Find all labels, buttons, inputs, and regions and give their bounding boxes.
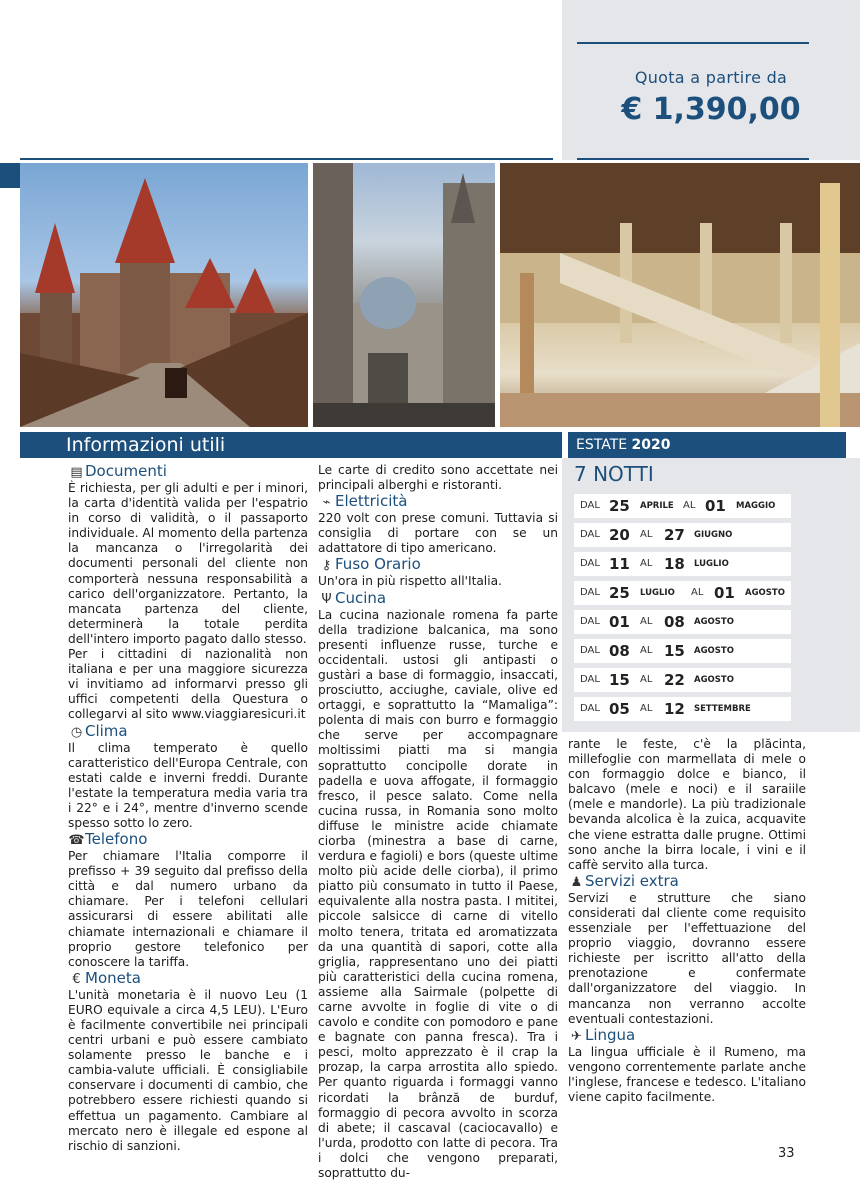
key-icon: ⚷ xyxy=(321,558,332,574)
date-to-day: 27 xyxy=(664,526,685,544)
date-to-month: MAGGIO xyxy=(736,501,776,511)
plug-icon: ⌁ xyxy=(322,495,331,511)
date-to-word: AL xyxy=(640,703,653,714)
euro-icon: € xyxy=(72,971,81,987)
divider xyxy=(20,158,553,160)
date-to-month: GIUGNO xyxy=(694,530,733,540)
date-row xyxy=(574,494,791,518)
divider xyxy=(577,158,809,160)
text-column-1 xyxy=(68,463,308,1154)
date-to-day: 22 xyxy=(664,671,685,689)
nights-title: 7 NOTTI xyxy=(574,462,654,486)
paragraph: Per i cittadini di nazionalità non italiana e per una maggiore sicurezza vi invitiamo ad informarvi presso gli uffici competenti della Questura o collegarvi al sito www.viaggiaresicuri.it xyxy=(68,647,308,722)
date-row xyxy=(574,639,791,663)
date-row xyxy=(574,523,791,547)
date-to-day: 01 xyxy=(705,497,726,515)
staircase-photo xyxy=(500,163,860,427)
paragraph: La cucina nazionale romena fa parte della tradizione balcanica, ma sono presenti influenze russe, turche e occidentali. ustosi gli antipasti o gustàri a base di formaggio, insaccati, prosciutto, acciughe, caviale, olive ed ortaggi, e soprattutto la “Mamaliga”: polenta di mais con burro e formaggio che serve per accompagnare moltissimi piatti ma si mangia soprattutto concipolle dorate in padella e uova affogate, il formaggio fresco, il pesce salato. Come nella cucina russa, in Romania sono molto diffuse le ministre acide chiamate ciorba (minestra a base di carne, verdura e fagioli) e bors (queste ultime molto più acide delle ciorba), il primo piatto più consumato in tutto il Paese, equivalente alla nostra pasta. I mititei, piccole salsicce di carne di vitello molto tenera, tritata ed aromatizzata da una quantità di sapori, cotte alla griglia, rappresentano uno dei piatti più caratteristici della cucina romena, assieme alla Sairmale (polpette di carne avvolte in foglie di vite o di cavolo e condite con pomodoro e pane e bagnate con panna fresca). Tra i pesci, molto apprezzato è il crap la prozap, la carpa arrostita allo spiedo. Per quanto riguarda i formaggi vanno ricordati la brânză de burduf, formaggio di pecora avvolto in scorza di abete; il cascaval (caciocavallo) e l'urda, prodotto con latte di pecora. Tra i dolci che vengono preparati, soprattutto du- xyxy=(318,607,558,1181)
date-from-word: DAL xyxy=(580,500,600,511)
date-to-month: AGOSTO xyxy=(745,588,785,598)
price-label: Quota a partire da xyxy=(634,68,788,87)
date-to-day: 15 xyxy=(664,642,685,660)
date-from-day: 08 xyxy=(609,642,630,660)
telephone-icon: ☎ xyxy=(68,833,85,849)
divider xyxy=(577,42,809,44)
date-from-word: DAL xyxy=(580,674,600,685)
date-from-day: 25 xyxy=(609,497,630,515)
date-from-word: DAL xyxy=(580,587,600,598)
accent-block xyxy=(0,163,20,188)
date-from-day: 25 xyxy=(609,584,630,602)
document-icon: ▤ xyxy=(70,465,83,480)
date-from-word: DAL xyxy=(580,558,600,569)
date-from-month: LUGLIO xyxy=(640,588,675,598)
paragraph: L'unità monetaria è il nuovo Leu (1 EURO equivale a circa 4,5 LEU). L'Euro è facilmente convertibile nei principali centri urbani e può essere cambiato solamente presso le banche e i cambia-valute ufficiali. È consigliabile conservare i documenti di cambio, che potrebbero essere richiesti quando si effettua un pagamento. Cambiare al mercato nero è illegale ed espone al rischio di sanzioni. xyxy=(68,987,308,1153)
date-to-month: AGOSTO xyxy=(694,675,734,685)
date-to-word: AL xyxy=(640,616,653,627)
price-value: € 1,390,00 xyxy=(621,92,801,127)
date-to-word: AL xyxy=(640,558,653,569)
date-from-word: DAL xyxy=(580,529,600,540)
date-row xyxy=(574,552,791,576)
paragraph: 220 volt con prese comuni. Tuttavia si consiglia di portare con se un adattatore di tipo americano. xyxy=(318,511,558,556)
section-heading-cucina: Ψ Cucina xyxy=(318,590,558,608)
date-to-word: AL xyxy=(640,645,653,656)
paragraph: Il clima temperato è quello caratteristico dell'Europa Centrale, con estati calde e inverni freddi. Durante l'estate la temperatura media varia tra i 22° e i 24°, mentre d'inverno scende spesso sotto lo zero. xyxy=(68,740,308,830)
paragraph: Un'ora in più rispetto all'Italia. xyxy=(318,574,502,589)
section-heading-lingua: ✈ Lingua xyxy=(568,1027,806,1045)
text-column-2 xyxy=(318,463,558,1181)
date-from-month: APRILE xyxy=(640,501,674,511)
section-heading-fuso-orario: ⚷ Fuso Orario xyxy=(318,556,558,574)
date-row xyxy=(574,697,791,721)
date-to-day: 18 xyxy=(664,555,685,573)
date-row xyxy=(574,581,791,605)
date-from-day: 20 xyxy=(609,526,630,544)
date-to-day: 01 xyxy=(714,584,735,602)
section-title: Informazioni utili xyxy=(66,434,226,456)
date-from-word: DAL xyxy=(580,645,600,656)
date-to-month: LUGLIO xyxy=(694,559,729,569)
date-to-month: AGOSTO xyxy=(694,646,734,656)
date-to-word: AL xyxy=(683,500,696,511)
people-icon: ♟ xyxy=(570,874,583,890)
date-to-month: SETTEMBRE xyxy=(694,704,751,714)
paragraph: La lingua ufficiale è il Rumeno, ma vengono correntemente parlate anche l'inglese, francese e tedesco. L'italiano viene capito facilmente. xyxy=(568,1044,806,1104)
section-heading-servizi-extra: ♟ Servizi extra xyxy=(568,873,806,891)
text-column-3 xyxy=(568,737,806,1105)
page-number: 33 xyxy=(778,1146,795,1161)
date-from-day: 11 xyxy=(609,555,630,573)
cutlery-icon: Ψ xyxy=(321,591,332,607)
date-to-word: AL xyxy=(640,529,653,540)
clock-icon: ◷ xyxy=(70,724,83,740)
date-from-word: DAL xyxy=(580,703,600,714)
paragraph: Le carte di credito sono accettate nei principali alberghi e ristoranti. xyxy=(318,463,558,493)
date-to-day: 12 xyxy=(664,700,685,718)
paragraph: rante le feste, c'è la plăcinta, millefoglie con marmellata di mele o con formaggio dolce e bianco, il balcavo (mele e noci) e il saraiile (mele e mandorle). La più tradizionale bevanda alcolica è la zuica, acquavite che viene estratta dalle prugne. Ottimi sono anche la birra locale, i vini e il caffè servito alla turca. xyxy=(568,737,806,872)
season-label: ESTATE 2020 xyxy=(576,437,671,453)
section-heading-elettricita: ⌁ Elettricità xyxy=(318,493,558,511)
date-to-word: AL xyxy=(640,674,653,685)
date-from-word: DAL xyxy=(580,616,600,627)
paragraph: Per chiamare l'Italia comporre il prefisso + 39 seguito dal prefisso della città e dal numero urbano da chiamare. Per i telefoni cellulari assicurarsi di essere abilitati alle chiamate internazionali e chiamare il proprio gestore telefonico per conoscere la tariffa. xyxy=(68,849,308,969)
paragraph: È richiesta, per gli adulti e per i minori, la carta d'identità valida per l'espatrio in corso di validità, o il passaporto individuale. Al momento della partenza la mancanza o l'irregolarità dei documenti personali del cliente non comporterà nessuna responsabilità a carico dell'organizzatore. Pertanto, la mancata partenza del cliente, determinerà la totale perdita dell'intero importo pagato dallo stesso. xyxy=(68,481,308,646)
globe-icon: ✈ xyxy=(571,1028,582,1044)
section-heading-telefono: ☎Telefono xyxy=(68,830,148,849)
paragraph: Servizi e strutture che siano considerati dal cliente come requisito essenziale per l'effettuazione del proprio viaggio, dovranno essere richieste per iscritto all'atto della prenotazione e confermate dall'organizzatore del viaggio. In mancanza non verranno accolte eventuali contestazioni. xyxy=(568,890,806,1026)
section-heading-clima: ◷ Clima xyxy=(68,723,308,741)
date-from-day: 01 xyxy=(609,613,630,631)
date-to-word: AL xyxy=(691,587,704,598)
street-photo xyxy=(313,163,495,427)
date-row xyxy=(574,610,791,634)
date-to-day: 08 xyxy=(664,613,685,631)
section-heading-moneta: € Moneta xyxy=(68,970,308,988)
date-row xyxy=(574,668,791,692)
castle-photo xyxy=(20,163,308,427)
date-from-day: 05 xyxy=(609,700,630,718)
section-heading-documenti: ▤ Documenti xyxy=(68,463,308,481)
date-to-month: AGOSTO xyxy=(694,617,734,627)
date-from-day: 15 xyxy=(609,671,630,689)
